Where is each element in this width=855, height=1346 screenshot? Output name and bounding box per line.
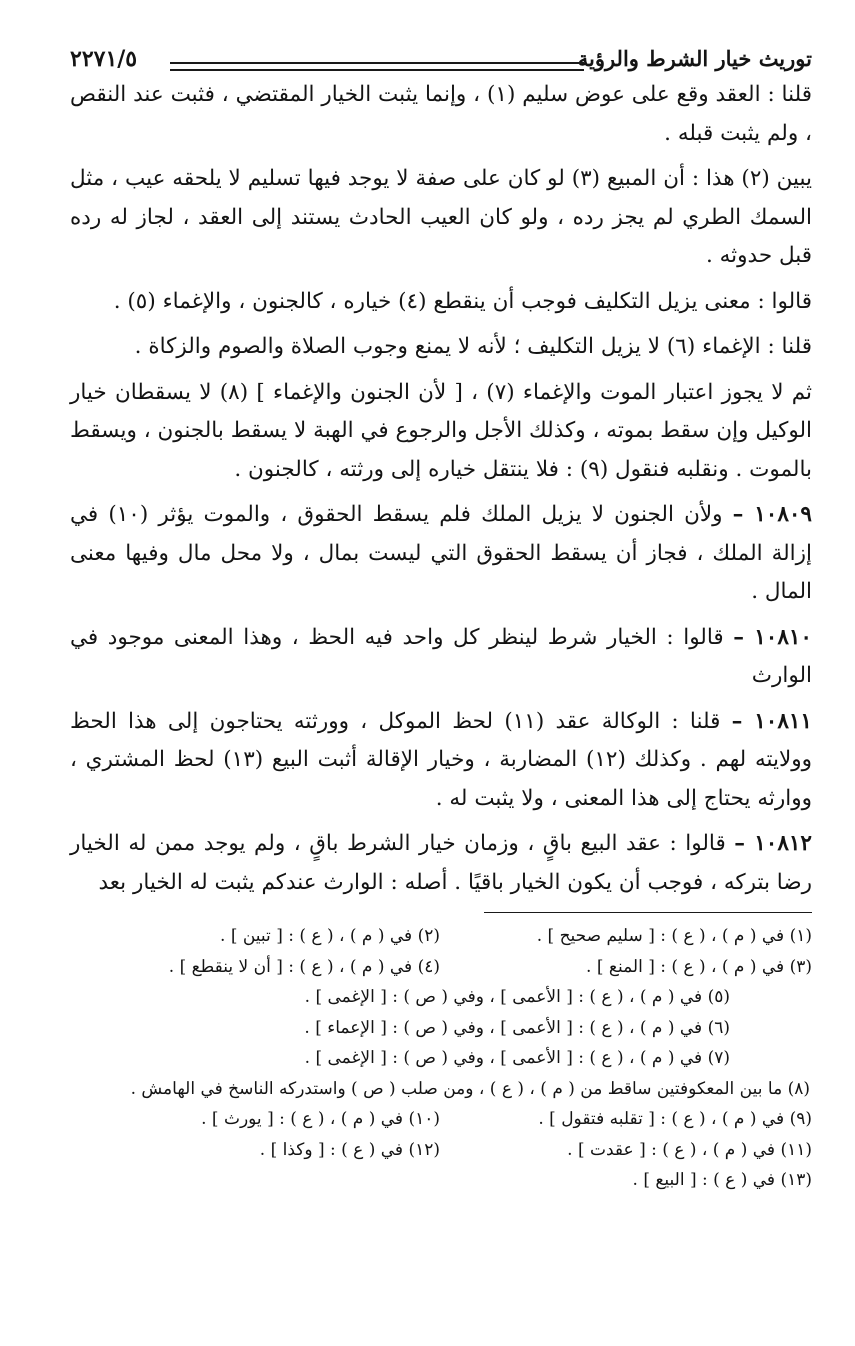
footnote: (١) في ( م ) ، ( ع ) : [ سليم صحيح ] .: [536, 926, 812, 946]
footnote-row: [70, 1043, 812, 1074]
issue-number: ١٠٨١٢ –: [734, 831, 812, 856]
paragraph: ١٠٨٠٩ – ولأن الجنون لا يزيل الملك فلم يسقط الحقوق ، والموت يؤثر (١٠) في إزالة الملك ، فجاز أن يسقط الحقوق التي ليست بمال ، ولا محل مال وفيها معنى المال .: [70, 502, 812, 604]
issue-number: ١٠٨٠٩ –: [732, 502, 812, 527]
paragraph: ١٠٨١١ – قلنا : الوكالة عقد (١١) لحظ الموكل ، وورثته يحتاجون إلى هذا الحظ وولايته لهم . وكذلك (١٢) المضاربة ، وخيار الإقالة أثبت البيع (١٣) لحظ المشتري ، ووارثه يحتاج إلى هذا المعنى ، ولا يثبت له .: [70, 708, 812, 811]
footnotes: [70, 921, 812, 1196]
issue-number: ١٠٨١١ –: [731, 708, 812, 734]
footnote: (١١) في ( م ) ، ( ع ) : [ عقدت ] .: [567, 1139, 812, 1160]
footnote-row: [70, 982, 812, 1013]
footnote: (٤) في ( م ) ، ( ع ) : [ أن لا ينقطع ] .: [168, 956, 440, 977]
paragraph: ١٠٨١٠ – قالوا : الخيار شرط لينظر كل واحد فيه الحظ ، وهذا المعنى موجود في الوارث: [70, 624, 812, 688]
paragraph: قالوا : معنى يزيل التكليف فوجب أن ينقطع (٤) خياره ، كالجنون ، والإغماء (٥) .: [113, 288, 812, 314]
footnote: (٥) في ( م ) ، ( ع ) : [ الأعمى ] ، وفي ( ص ) : [ الإغمى ] .: [304, 987, 730, 1007]
paragraph: ١٠٨١٢ – قالوا : عقد البيع باقٍ ، وزمان خيار الشرط باقٍ ، ولم يوجد ممن له الخيار رضا بتركه ، فوجب أن يكون الخيار باقيًا . أصله : الوارث عندكم يثبت له الخيار بعد: [70, 831, 812, 895]
issue-number: ١٠٨١٠ –: [733, 624, 812, 650]
footnote-row: [70, 1074, 812, 1105]
paragraph: ثم لا يجوز اعتبار الموت والإغماء (٧) ، [ لأن الجنون والإغماء ] (٨) لا يسقطان خيار الوكيل وإن سقط بموته ، وكذلك الأجل والرجوع في الهبة لا يسقط بالجنون ، ويسقط بالموت . ونقلبه فنقول (٩) : فلا ينتقل خياره إلى ورثته ، كالجنون .: [70, 379, 813, 482]
footnote: (٣) في ( م ) ، ( ع ) : [ المنع ] .: [586, 956, 812, 977]
footnote: (٦) في ( م ) ، ( ع ) : [ الأعمى ] ، وفي ( ص ) : [ الإعماء ] .: [304, 1017, 730, 1038]
paragraph: يبين (٢) هذا : أن المبيع (٣) لو كان على صفة لا يوجد فيها تسليم لا يلحقه عيب ، مثل السمك الطري لم يجز رده ، ولو كان العيب الحادث يستند إلى العقد ، لجاز له رده قبل حدوثه .: [70, 166, 812, 268]
footnote-separator: [484, 912, 812, 913]
main-text: [70, 76, 812, 902]
page-number: ٢٢٧١/٥: [70, 46, 138, 72]
page-header: [70, 30, 812, 76]
paragraph: قلنا : الإغماء (٦) لا يزيل التكليف ؛ لأنه لا يمنع وجوب الصلاة والصوم والزكاة .: [134, 334, 812, 359]
footnote-row: [70, 952, 812, 983]
document-page: [70, 30, 812, 1196]
footnote: (٩) في ( م ) ، ( ع ) : [ تقلبه فتقول ] .: [538, 1109, 812, 1129]
footnote: (٨) ما بين المعكوفتين ساقط من ( م ) ، ( ع ) ، ومن صلب ( ص ) واستدركه الناسخ في الهامش .: [130, 1078, 810, 1099]
footnote-row: [70, 921, 812, 952]
footnote-row: [70, 1104, 812, 1135]
paragraph: قلنا : العقد وقع على عوض سليم (١) ، وإنما يثبت الخيار المقتضي ، فثبت عند النقص ، ولم يثبت قبله .: [70, 82, 812, 146]
footnote-row: [70, 1013, 812, 1044]
footnote: (١٣) في ( ع ) : [ البيع ] .: [632, 1170, 812, 1190]
footnote-row: [70, 1165, 812, 1196]
footnote: (٢) في ( م ) ، ( ع ) : [ تبين ] .: [220, 926, 440, 946]
footnote: (١٠) في ( م ) ، ( ع ) : [ يورث ] .: [201, 1109, 440, 1129]
footnote: (١٢) في ( ع ) : [ وكذا ] .: [259, 1139, 440, 1160]
footnote-row: [70, 1135, 812, 1166]
running-title: توريث خيار الشرط والرؤية: [577, 46, 812, 71]
header-rule: [170, 62, 584, 71]
footnote: (٧) في ( م ) ، ( ع ) : [ الأعمى ] ، وفي ( ص ) : [ الإغمى ] .: [304, 1048, 730, 1068]
